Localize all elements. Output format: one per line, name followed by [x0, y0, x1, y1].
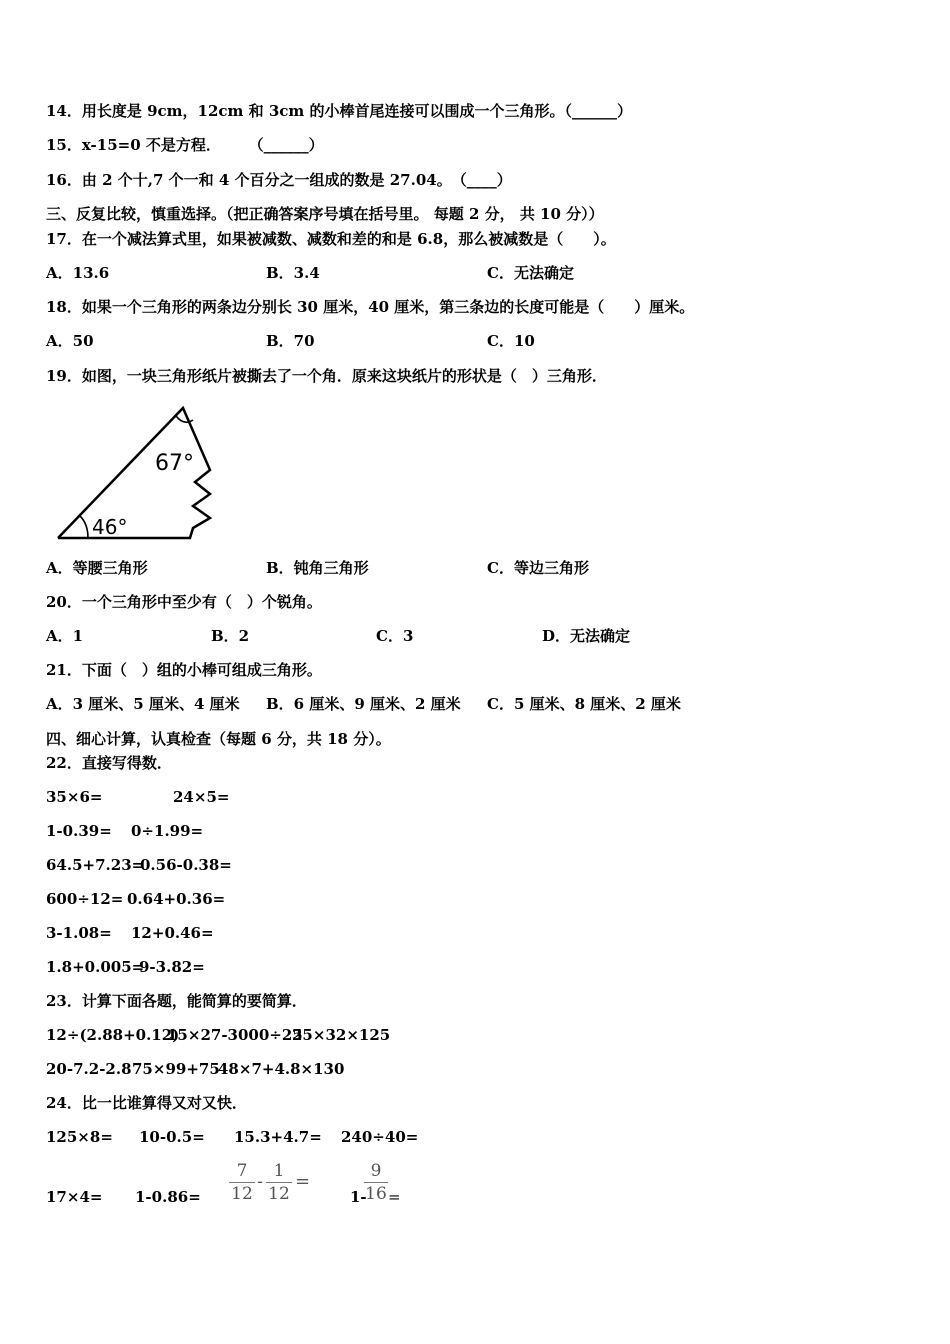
question-17-stem: 17．在一个减法算式里，如果被减数、减数和差的和是 6.8，那么被减数是（ ）。 [46, 230, 616, 248]
question-21-stem: 21．下面（ ）组的小棒可组成三角形。 [46, 661, 322, 679]
q24-expr: 10-0.5= [139, 1128, 205, 1146]
q22-expr: 1.8+0.005= [46, 958, 145, 976]
question-24-stem: 24．比一比谁算得又对又快． [46, 1094, 247, 1112]
q18-option-a[interactable]: A．50 [46, 332, 94, 350]
fraction-numerator: 9 [370, 1161, 382, 1181]
q22-expr: 3-1.08= [46, 924, 112, 942]
top-angle-arc [176, 416, 193, 422]
one-minus-prefix: 1- [350, 1188, 367, 1206]
q18-option-b[interactable]: B．70 [266, 332, 315, 350]
left-angle-arc [80, 516, 88, 538]
fraction-numerator: 7 [236, 1161, 248, 1181]
fraction-7-12 [229, 1161, 255, 1204]
fraction-denominator: 12 [268, 1184, 290, 1204]
q23-expr: 12÷(2.88+0.12) [46, 1026, 180, 1044]
section-3-heading: 三、反复比较，慎重选择。（把正确答案序号填在括号里。 每题 2 分， 共 10 分）） [46, 205, 604, 223]
question-22-stem: 22．直接写得数． [46, 754, 172, 772]
q24-expr: 15.3+4.7= [234, 1128, 322, 1146]
q22-expr: 0.64+0.36= [127, 890, 226, 908]
q19-option-c[interactable]: C．等边三角形 [487, 559, 589, 577]
q23-expr: 20-7.2-2.8 [46, 1060, 132, 1078]
q23-expr: 48×7+4.8×130 [218, 1060, 345, 1078]
fraction-9-16 [364, 1161, 388, 1204]
q17-option-a[interactable]: A．13.6 [46, 264, 110, 282]
question-19-stem: 19．如图，一块三角形纸片被撕去了一个角．原来这块纸片的形状是（ ）三角形． [46, 367, 607, 385]
question-20-stem: 20．一个三角形中至少有（ ）个锐角。 [46, 593, 322, 611]
q20-option-a[interactable]: A．1 [46, 627, 84, 645]
question-14: 14．用长度是 9cm，12cm 和 3cm 的小棒首尾连接可以围成一个三角形。（______） [46, 102, 633, 120]
section-4-heading: 四、细心计算，认真检查（每题 6 分，共 18 分）。 [46, 730, 391, 748]
fraction-1-12 [266, 1161, 292, 1204]
q23-expr: 15×27-3000÷25 [167, 1026, 303, 1044]
q19-option-a[interactable]: A．等腰三角形 [46, 559, 148, 577]
q22-expr: 0.56-0.38= [140, 856, 232, 874]
q20-option-c[interactable]: C．3 [376, 627, 414, 645]
q23-expr: 25×32×125 [292, 1026, 391, 1044]
angle-label-top: 67° [155, 451, 194, 476]
q20-option-d[interactable]: D．无法确定 [542, 627, 631, 645]
q21-option-b[interactable]: B．6 厘米、9 厘米、2 厘米 [266, 695, 461, 713]
fraction-denominator: 12 [231, 1184, 253, 1204]
q18-option-c[interactable]: C．10 [487, 332, 535, 350]
q22-expr: 64.5+7.23= [46, 856, 145, 874]
q20-option-b[interactable]: B．2 [211, 627, 250, 645]
torn-triangle-figure [50, 400, 220, 545]
q23-expr: 75×99+75 [132, 1060, 220, 1078]
minus-sign: - [257, 1171, 264, 1192]
fraction-denominator: 16 [365, 1184, 387, 1204]
q17-option-c[interactable]: C．无法确定 [487, 264, 574, 282]
question-15: 15．x-15=0 不是方程． （______） [46, 136, 324, 154]
q19-option-b[interactable]: B．钝角三角形 [266, 559, 369, 577]
q22-expr: 12+0.46= [131, 924, 214, 942]
q22-expr: 24×5= [173, 788, 230, 806]
q22-expr: 9-3.82= [139, 958, 205, 976]
q24-expr: 1-0.86= [135, 1188, 201, 1206]
q21-option-c[interactable]: C．5 厘米、8 厘米、2 厘米 [487, 695, 681, 713]
question-16: 16．由 2 个十,7 个一和 4 个百分之一组成的数是 27.04。 （____） [46, 171, 512, 189]
q17-option-b[interactable]: B．3.4 [266, 264, 320, 282]
fraction-numerator: 1 [273, 1161, 285, 1181]
question-18-stem: 18．如果一个三角形的两条边分别长 30 厘米，40 厘米，第三条边的长度可能是（ ）厘米。 [46, 298, 695, 316]
q22-expr: 600÷12= [46, 890, 124, 908]
equals-sign: = [295, 1171, 311, 1192]
q24-expr: 240÷40= [341, 1128, 419, 1146]
q21-option-a[interactable]: A．3 厘米、5 厘米、4 厘米 [46, 695, 240, 713]
q22-expr: 1-0.39= [46, 822, 112, 840]
angle-label-left: 46° [92, 515, 128, 539]
q22-expr: 35×6= [46, 788, 103, 806]
q24-expr: 17×4= [46, 1188, 103, 1206]
q24-expr: 125×8= [46, 1128, 113, 1146]
equals-sign: = [388, 1188, 401, 1206]
q22-expr: 0÷1.99= [131, 822, 204, 840]
question-23-stem: 23．计算下面各题，能简算的要简算． [46, 992, 307, 1010]
